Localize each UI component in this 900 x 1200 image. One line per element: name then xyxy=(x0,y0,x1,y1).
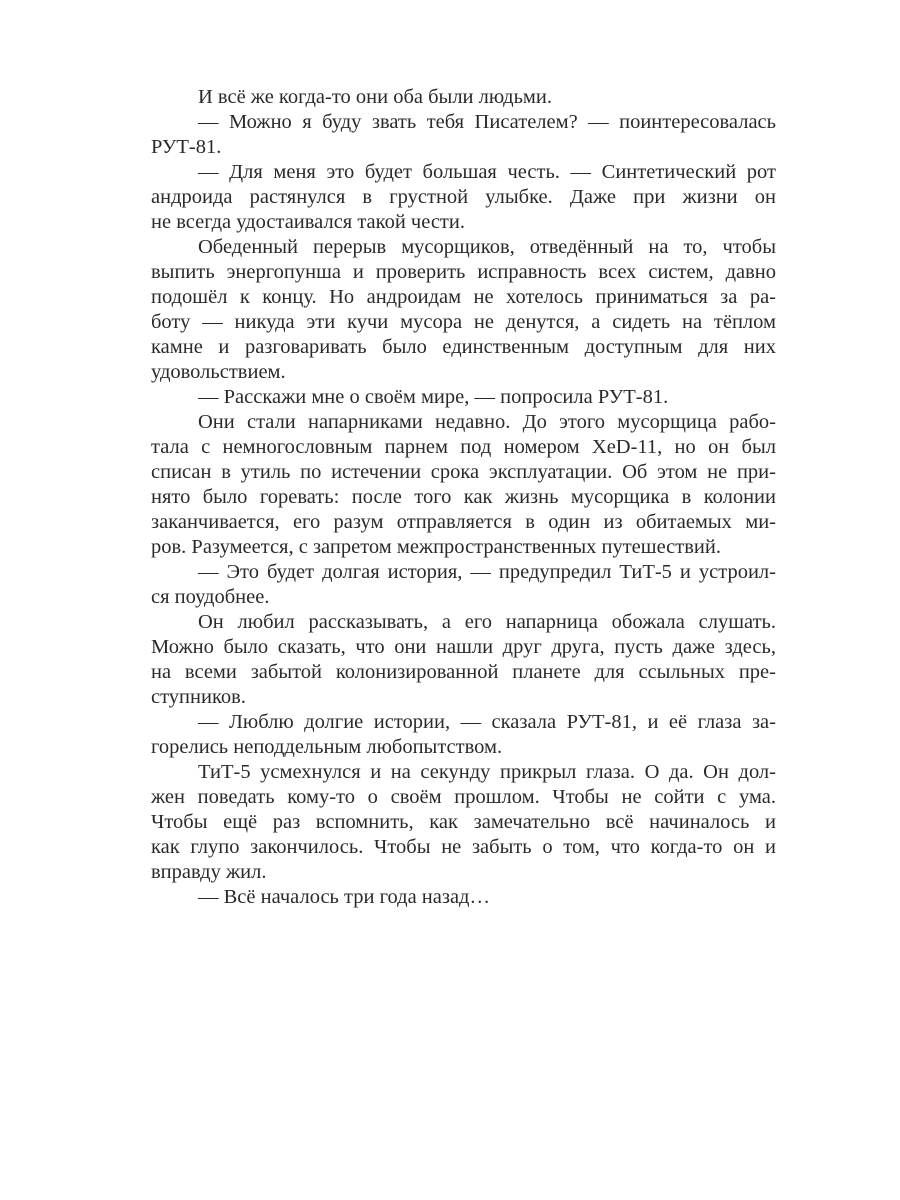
paragraph xyxy=(151,410,776,560)
text-line: вправду жил. xyxy=(151,861,267,883)
paragraph xyxy=(151,610,776,710)
text-line: — Расскажи мне о своём мире, — попросила РУТ-81. xyxy=(198,386,669,408)
paragraph xyxy=(151,710,776,760)
text-line: тала с немногословным парнем под номером XeD-11, но он был xyxy=(151,436,776,458)
text-line: горелись неподдельным любопытством. xyxy=(151,736,503,758)
text-line: Он любил рассказывать, а его напарница обожала слушать. xyxy=(198,611,776,633)
text-line: удовольствием. xyxy=(151,361,286,383)
text-line: нято было горевать: после того как жизнь мусорщика в колонии xyxy=(151,486,776,508)
text-line: как глупо закончилось. Чтобы не забыть о том, что когда-то он и xyxy=(151,836,776,858)
text-line: ТиТ-5 усмехнулся и на секунду прикрыл глаза. О да. Он дол- xyxy=(198,761,776,783)
text-line: — Это будет долгая история, — предупредил ТиТ-5 и устроил- xyxy=(198,561,776,583)
text-line: — Люблю долгие истории, — сказала РУТ-81, и её глаза за- xyxy=(198,711,776,733)
text-line: подошёл к концу. Но андроидам не хотелось приниматься за ра- xyxy=(151,286,776,308)
text-line: — Для меня это будет большая честь. — Синтетический рот xyxy=(198,161,776,183)
paragraph xyxy=(151,760,776,885)
paragraph xyxy=(151,560,776,610)
paragraph xyxy=(151,85,776,110)
text-line: заканчивается, его разум отправляется в один из обитаемых ми- xyxy=(151,511,776,533)
text-line: — Можно я буду звать тебя Писателем? — поинтересовалась xyxy=(198,111,776,133)
text-line: камне и разговаривать было единственным доступным для них xyxy=(151,336,776,358)
text-line: ся поудобнее. xyxy=(151,586,270,608)
text-line: боту — никуда эти кучи мусора не денутся, а сидеть на тёплом xyxy=(151,311,776,333)
text-line: на всеми забытой колонизированной планете для ссыльных пре- xyxy=(151,661,776,683)
paragraph xyxy=(151,160,776,235)
text-line: РУТ-81. xyxy=(151,136,222,158)
text-line: Они стали напарниками недавно. До этого мусорщица рабо- xyxy=(198,411,776,433)
book-page-text xyxy=(151,85,776,910)
text-line: Обеденный перерыв мусорщиков, отведённый на то, чтобы xyxy=(198,236,776,258)
paragraph xyxy=(151,235,776,385)
text-line: андроида растянулся в грустной улыбке. Даже при жизни он xyxy=(151,186,776,208)
text-line: ступников. xyxy=(151,686,246,708)
text-line: Можно было сказать, что они нашли друг друга, пусть даже здесь, xyxy=(151,636,776,658)
paragraph xyxy=(151,385,776,410)
text-line: Чтобы ещё раз вспомнить, как замечательно всё начиналось и xyxy=(151,811,776,833)
paragraph xyxy=(151,110,776,160)
text-line: ров. Разумеется, с запретом межпространственных путешествий. xyxy=(151,536,721,558)
text-line: И всё же когда-то они оба были людьми. xyxy=(198,86,553,108)
paragraph xyxy=(151,885,776,910)
text-line: жен поведать кому-то о своём прошлом. Чтобы не сойти с ума. xyxy=(151,786,776,808)
text-line: не всегда удостаивался такой чести. xyxy=(151,211,465,233)
text-line: списан в утиль по истечении срока эксплуатации. Об этом не при- xyxy=(151,461,776,483)
text-line: выпить энергопунша и проверить исправность всех систем, давно xyxy=(151,261,776,283)
text-line: — Всё началось три года назад… xyxy=(198,886,490,908)
